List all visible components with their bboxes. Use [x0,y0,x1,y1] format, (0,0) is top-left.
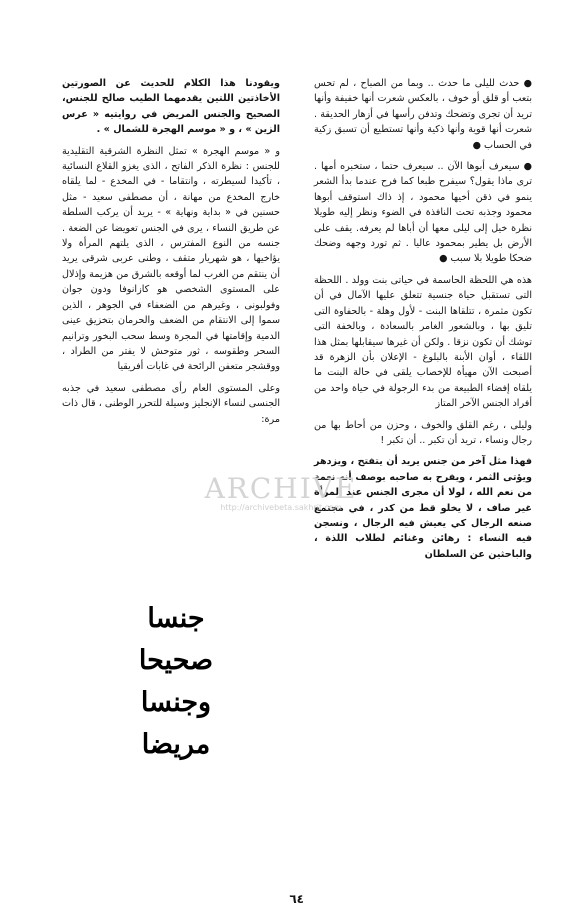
page-number: ٦٤ [289,892,304,906]
paragraph: هذه هي اللحظة الحاسمة في حياتى بنت وولد . اللحظة التى تستقبل حياة جنسية تتعلق عليها الآمال في أن تكون مثمرة ، تتلقاها البنت - لأول وهلة - بالحفاوة التى تليق بها ، وبالشعور الغامر بالسعادة ، وبالخفة التى توشك أن تكون نزقا . ولكن أن غيرها سيقابلها بمثل هذا اللقاء ، أوان الأبنة بالبلوغ - الإعلان بأن الزهرة قد أصبحت الآن مهيأة للإخصاب يلقى في حالة البنت ما يلقاه إفضاء الطبيعة من بدء الرجولة في حياة واحد من أفراد الجنس الآخر المتاز [314,274,532,410]
paragraph: و « موسم الهجرة » تمثل النظرة الشرقية التقليدية للجنس : نظرة الذكر الفاتح ، الذى يغزو القلاع النسائية ، تأكيدا لسيطرته ، وانتقاما - في المخدع - لما يلقاه خارج المخدع من مهانة ، أن مصطفى سعيد - مثل حسنين في « بداية ونهاية » - يريد أن يركب السلطة عن طريق النساء ، يرى في الجنس تعويضا عن الضعة . جنسه من النوع المفترس ، الذى يلتهم المرأة ولا يؤاخيها ، هو شهريار متقف ، وطنى عربى شرقى يريد أن ينتقم من الغرب لما أوقعه بالشرق من هزيمة وإذلال على المستوى الشخصي هو كازانوفا ودون جوان وفولبونى ، وغيرهم من الضعفاء في الجوهر ، الذين سموا إلى الانتقام من الضعف والحرمان بتخزيق عينى الدمية وإقامتها في المجرة وسط سحب البخور وترانيم السحر وطقوسه ، ثور متوحش لا يفتر من الطراد ، ووقشجر متعفن الرائحة في غابات أفريقيا [62,145,280,373]
paragraph-intro: ويقودنا هذا الكلام للحديث عن الصورتين الأخاذتين اللتين يقدمهما الطيب صالح للجنس، الصحيح والجنس المريض في روايتيه « عرس الزين » ، و « موسم الهجرة للشمال » . [62,78,280,136]
title-line: مريضا [141,729,211,760]
paragraph: وليلى ، رغم القلق والخوف ، وحزن من أحاط بها من رجال ونساء ، تريد أن تكبر .. أن تكبر ! [314,419,532,446]
paragraph: ● حدث لليلى ما حدث .. وبما من الصباح ، لم تحس بتعب أو قلق أو خوف ، بالعكس شعرت أنها خفيفة وأنها تريد أن تجرى وتضحك وتدفن رأسها في أزهار الحديقة . شعرت أنها قوية وأنها ذكية وأنها تستطيع أن تسبق زكية في الحساب ● [314,78,532,151]
article-title [96,598,256,766]
title-line: وجنسا [140,687,212,718]
paragraph-emphasis: فهذا مثل آخر من جنس يريد أن يتفتح ، ويزدهر ويؤتى الثمر ، ويفرح به صاحبه بوصف أنه نعمة من نعم الله ، لولا أن مجرى الجنس عند المرأة غير صاف ، لا يخلو قط من كدر ، في مجتمع صنعه الرجال كي يعيش فيه الرجال ، ونسجن فيه النساء : رهائن وغنائم لطلاب اللذة ، والباحثين عن السلطان [314,456,532,560]
article-column-left [62,76,280,433]
watermark-url: http://archivebeta.sakhrit.com [220,503,342,512]
article-column-right [314,76,532,568]
watermark-logo: ARCHIVE [204,472,358,505]
paragraph: ● سيعرف أبوها الآن .. سيعرف حتما ، ستخبره أمها . ترى ماذا يقول؟ سيفرح طبعا كما فرح عندما بدأ الشعر ينمو في ذقن أخيها محمود ، إذ ذاك استوقف أبوها محمود وجذبه تحت النافذة في الضوء ونظر إليه طويلا نظرة خيل إلى ليلى معها أن أباها لم يعرفه. يقف على الأرض بل يطير بمحمود عاليا . ثم تورد وجهه وضحك ضحكا طويلا بلا سبب ● [314,161,532,265]
paragraph: وعلى المستوى العام رأى مصطفى سعيد في جذبه الجنسى لنساء الإنجليز وسيلة للتحرر الوطنى ، قال ذات مرة: [62,382,280,425]
title-line: جنسا [147,603,205,634]
title-line: صحيحا [138,645,214,676]
